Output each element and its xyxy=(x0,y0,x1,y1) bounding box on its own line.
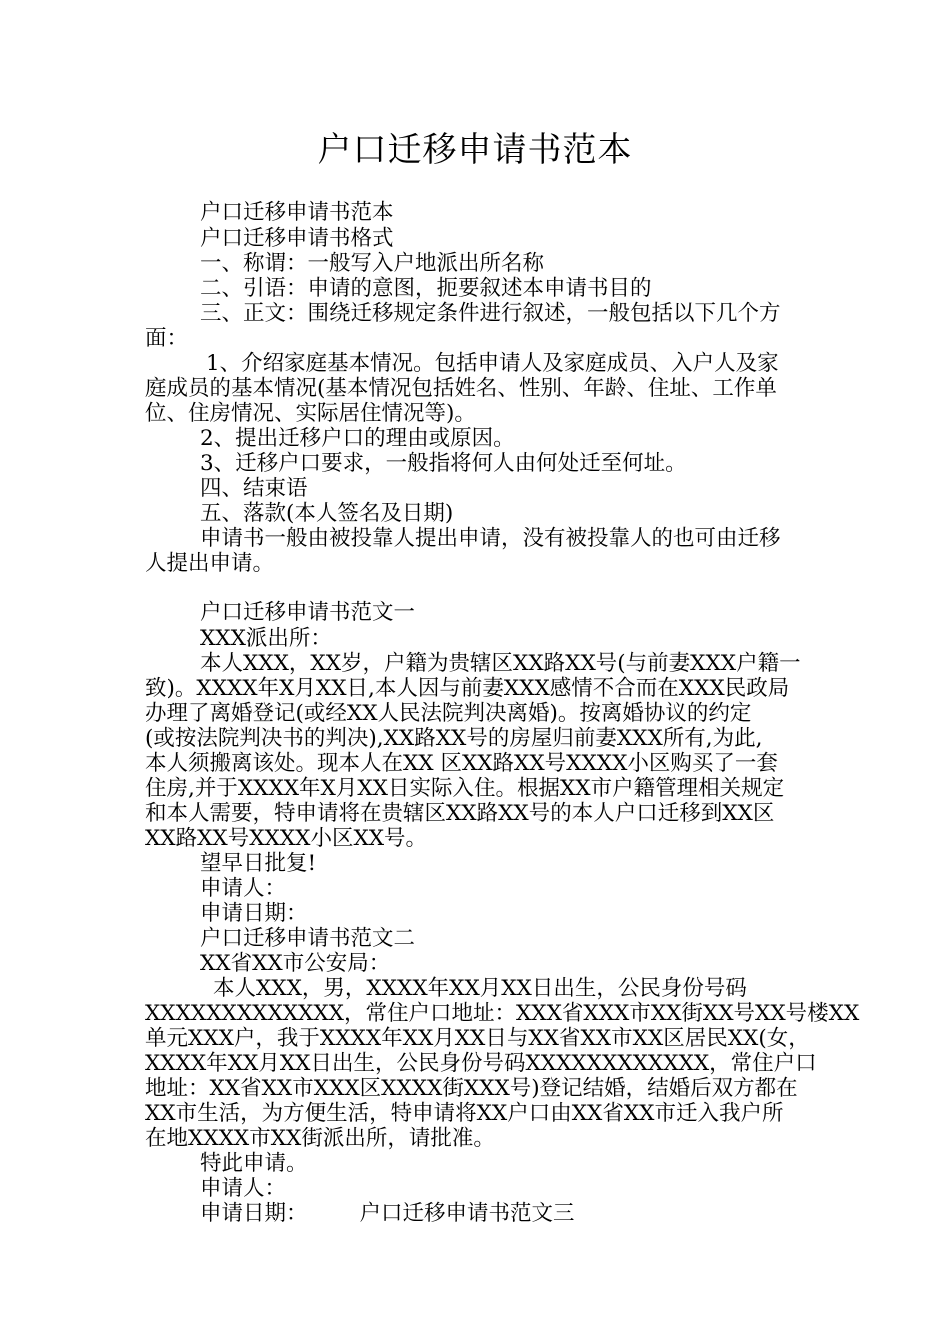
text-line: XX市生活，为方便生活，特申请将XX户口由XX省XX市迁入我户所 xyxy=(145,1101,784,1126)
text-line: 本人须搬离该处。现本人在XX 区XX路XX号XXXX小区购买了一套 xyxy=(145,751,778,776)
text-line: 户口迁移申请书格式 xyxy=(200,226,394,251)
text-line: 户口迁移申请书范文一 xyxy=(200,600,416,625)
text-line: 地址：XX省XX市XXX区XXXX街XXX号)登记结婚，结婚后双方都在 xyxy=(145,1076,798,1101)
text-line: 望早日批复! xyxy=(200,851,317,876)
text-line: 庭成员的基本情况(基本情况包括姓名、性别、年龄、住址、工作单 xyxy=(145,376,777,401)
text-line: 人提出申请。 xyxy=(145,551,275,576)
text-line xyxy=(200,1201,575,1227)
text-line: 单元XXX户，我于XXXX年XX月XX日与XX省XX市XX区居民XX(女， xyxy=(145,1026,810,1051)
text-line: 四、结束语 xyxy=(200,476,308,501)
text-line: 五、落款(本人签名及日期) xyxy=(200,501,454,526)
text-line: 申请书一般由被投靠人提出申请，没有被投靠人的也可由迁移 xyxy=(200,526,781,551)
text-line: 2、提出迁移户口的理由或原因。 xyxy=(200,426,515,451)
text-line: 户口迁移申请书范文二 xyxy=(200,926,416,951)
text-line: XX路XX号XXXX小区XX号。 xyxy=(145,826,428,851)
document-title: 户口迁移申请书范本 xyxy=(317,130,633,170)
text-line: 住房,并于XXXX年X月XX日实际入住。根据XX市户籍管理相关规定 xyxy=(145,776,785,801)
text-line: XXXXXXXXXXXXX，常住户口地址：XXX省XXX市XX街XX号XX号楼XX xyxy=(145,1001,860,1026)
text-line: 申请人： xyxy=(200,876,287,901)
text-line: 1、介绍家庭基本情况。包括申请人及家庭成员、入户人及家 xyxy=(206,351,779,376)
text-line: 特此申请。 xyxy=(200,1151,308,1176)
text-line: 致)。XXXX年X月XX日,本人因与前妻XXX感情不合而在XXX民政局 xyxy=(145,676,790,701)
text-line: 在地XXXX市XX街派出所，请批准。 xyxy=(145,1126,495,1151)
text-line: 3、迁移户口要求，一般指将何人由何处迁至何址。 xyxy=(200,451,687,476)
text-line: XXXX年XX月XX日出生，公民身份号码XXXXXXXXXXXX，常住户口 xyxy=(145,1051,817,1076)
text-line: 本人XXX，男，XXXX年XX月XX日出生，公民身份号码 xyxy=(213,976,747,1001)
text-line: 户口迁移申请书范本 xyxy=(200,200,394,225)
text-line: 办理了离婚登记(或经XX人民法院判决离婚)。按离婚协议的约定 xyxy=(145,701,752,726)
date-label: 申请日期： xyxy=(200,1201,308,1226)
text-line: XXX派出所： xyxy=(200,626,332,651)
text-line: (或按法院判决书的判决),XX路XX号的房屋归前妻XXX所有,为此, xyxy=(145,726,763,751)
text-line: 三、正文：围绕迁移规定条件进行叙述，一般包括以下几个方 xyxy=(200,301,781,326)
text-line: 位、住房情况、实际居住情况等)。 xyxy=(145,401,476,426)
text-line: 二、引语：申请的意图，扼要叙述本申请书目的 xyxy=(200,276,652,301)
next-sample-heading: 户口迁移申请书范文三 xyxy=(359,1201,575,1226)
text-line: 申请人： xyxy=(200,1176,287,1201)
text-line: 申请日期： xyxy=(200,901,308,926)
text-line: 和本人需要，特申请将在贵辖区XX路XX号的本人户口迁移到XX区 xyxy=(145,801,775,826)
text-line: 面： xyxy=(145,326,189,351)
text-line: 本人XXX，XX岁，户籍为贵辖区XX路XX号(与前妻XXX户籍一 xyxy=(200,651,801,676)
text-line: XX省XX市公安局： xyxy=(200,951,391,976)
text-line: 一、称谓：一般写入户地派出所名称 xyxy=(200,251,545,276)
